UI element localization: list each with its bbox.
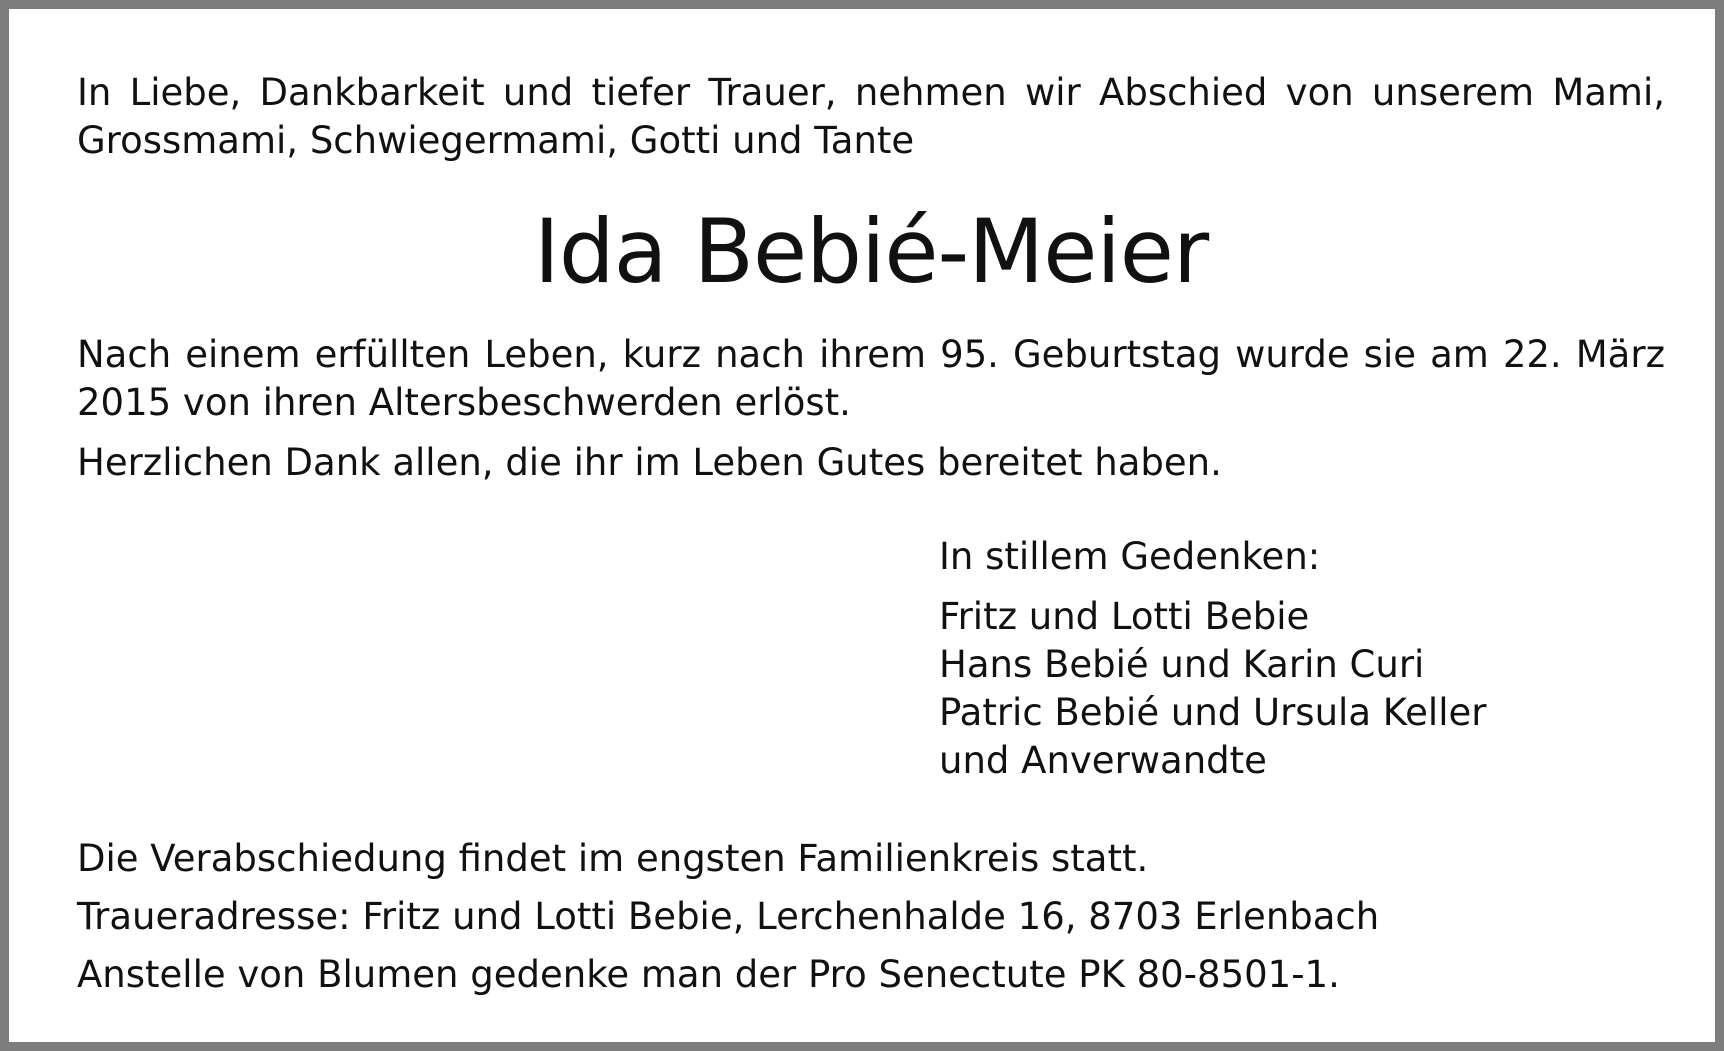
farewell-info: Die Verabschiedung findet im engsten Familienkreis statt.	[77, 837, 1149, 880]
life-summary-text: Nach einem erfüllten Leben, kurz nach ihrem 95. Geburtstag wurde sie am 22. März 2015 von ihren Altersbeschwerden erlöst.	[77, 333, 1665, 424]
thanks-text: Herzlichen Dank allen, die ihr im Leben Gutes bereitet haben.	[77, 441, 1222, 484]
mourner-name: Hans Bebié und Karin Curi	[939, 643, 1425, 686]
mourner-name: und Anverwandte	[939, 739, 1267, 782]
signature-heading: In stillem Gedenken:	[939, 535, 1321, 578]
footer-info	[77, 835, 1665, 1009]
deceased-name: Ida Bebié-Meier	[533, 200, 1209, 303]
mourning-address: Traueradresse: Fritz und Lotti Bebie, Lerchenhalde 16, 8703 Erlenbach	[77, 895, 1380, 938]
intro-text: In Liebe, Dankbarkeit und tiefer Trauer, nehmen wir Abschied von unserem Mami, Grossmami, Schwiegermami, Gotti und Tante	[77, 71, 1665, 162]
mourner-name: Fritz und Lotti Bebie	[939, 595, 1310, 638]
mourners-list	[939, 593, 1659, 785]
donation-info: Anstelle von Blumen gedenke man der Pro Senectute PK 80-8501-1.	[77, 953, 1340, 996]
mourner-name: Patric Bebié und Ursula Keller	[939, 691, 1487, 734]
